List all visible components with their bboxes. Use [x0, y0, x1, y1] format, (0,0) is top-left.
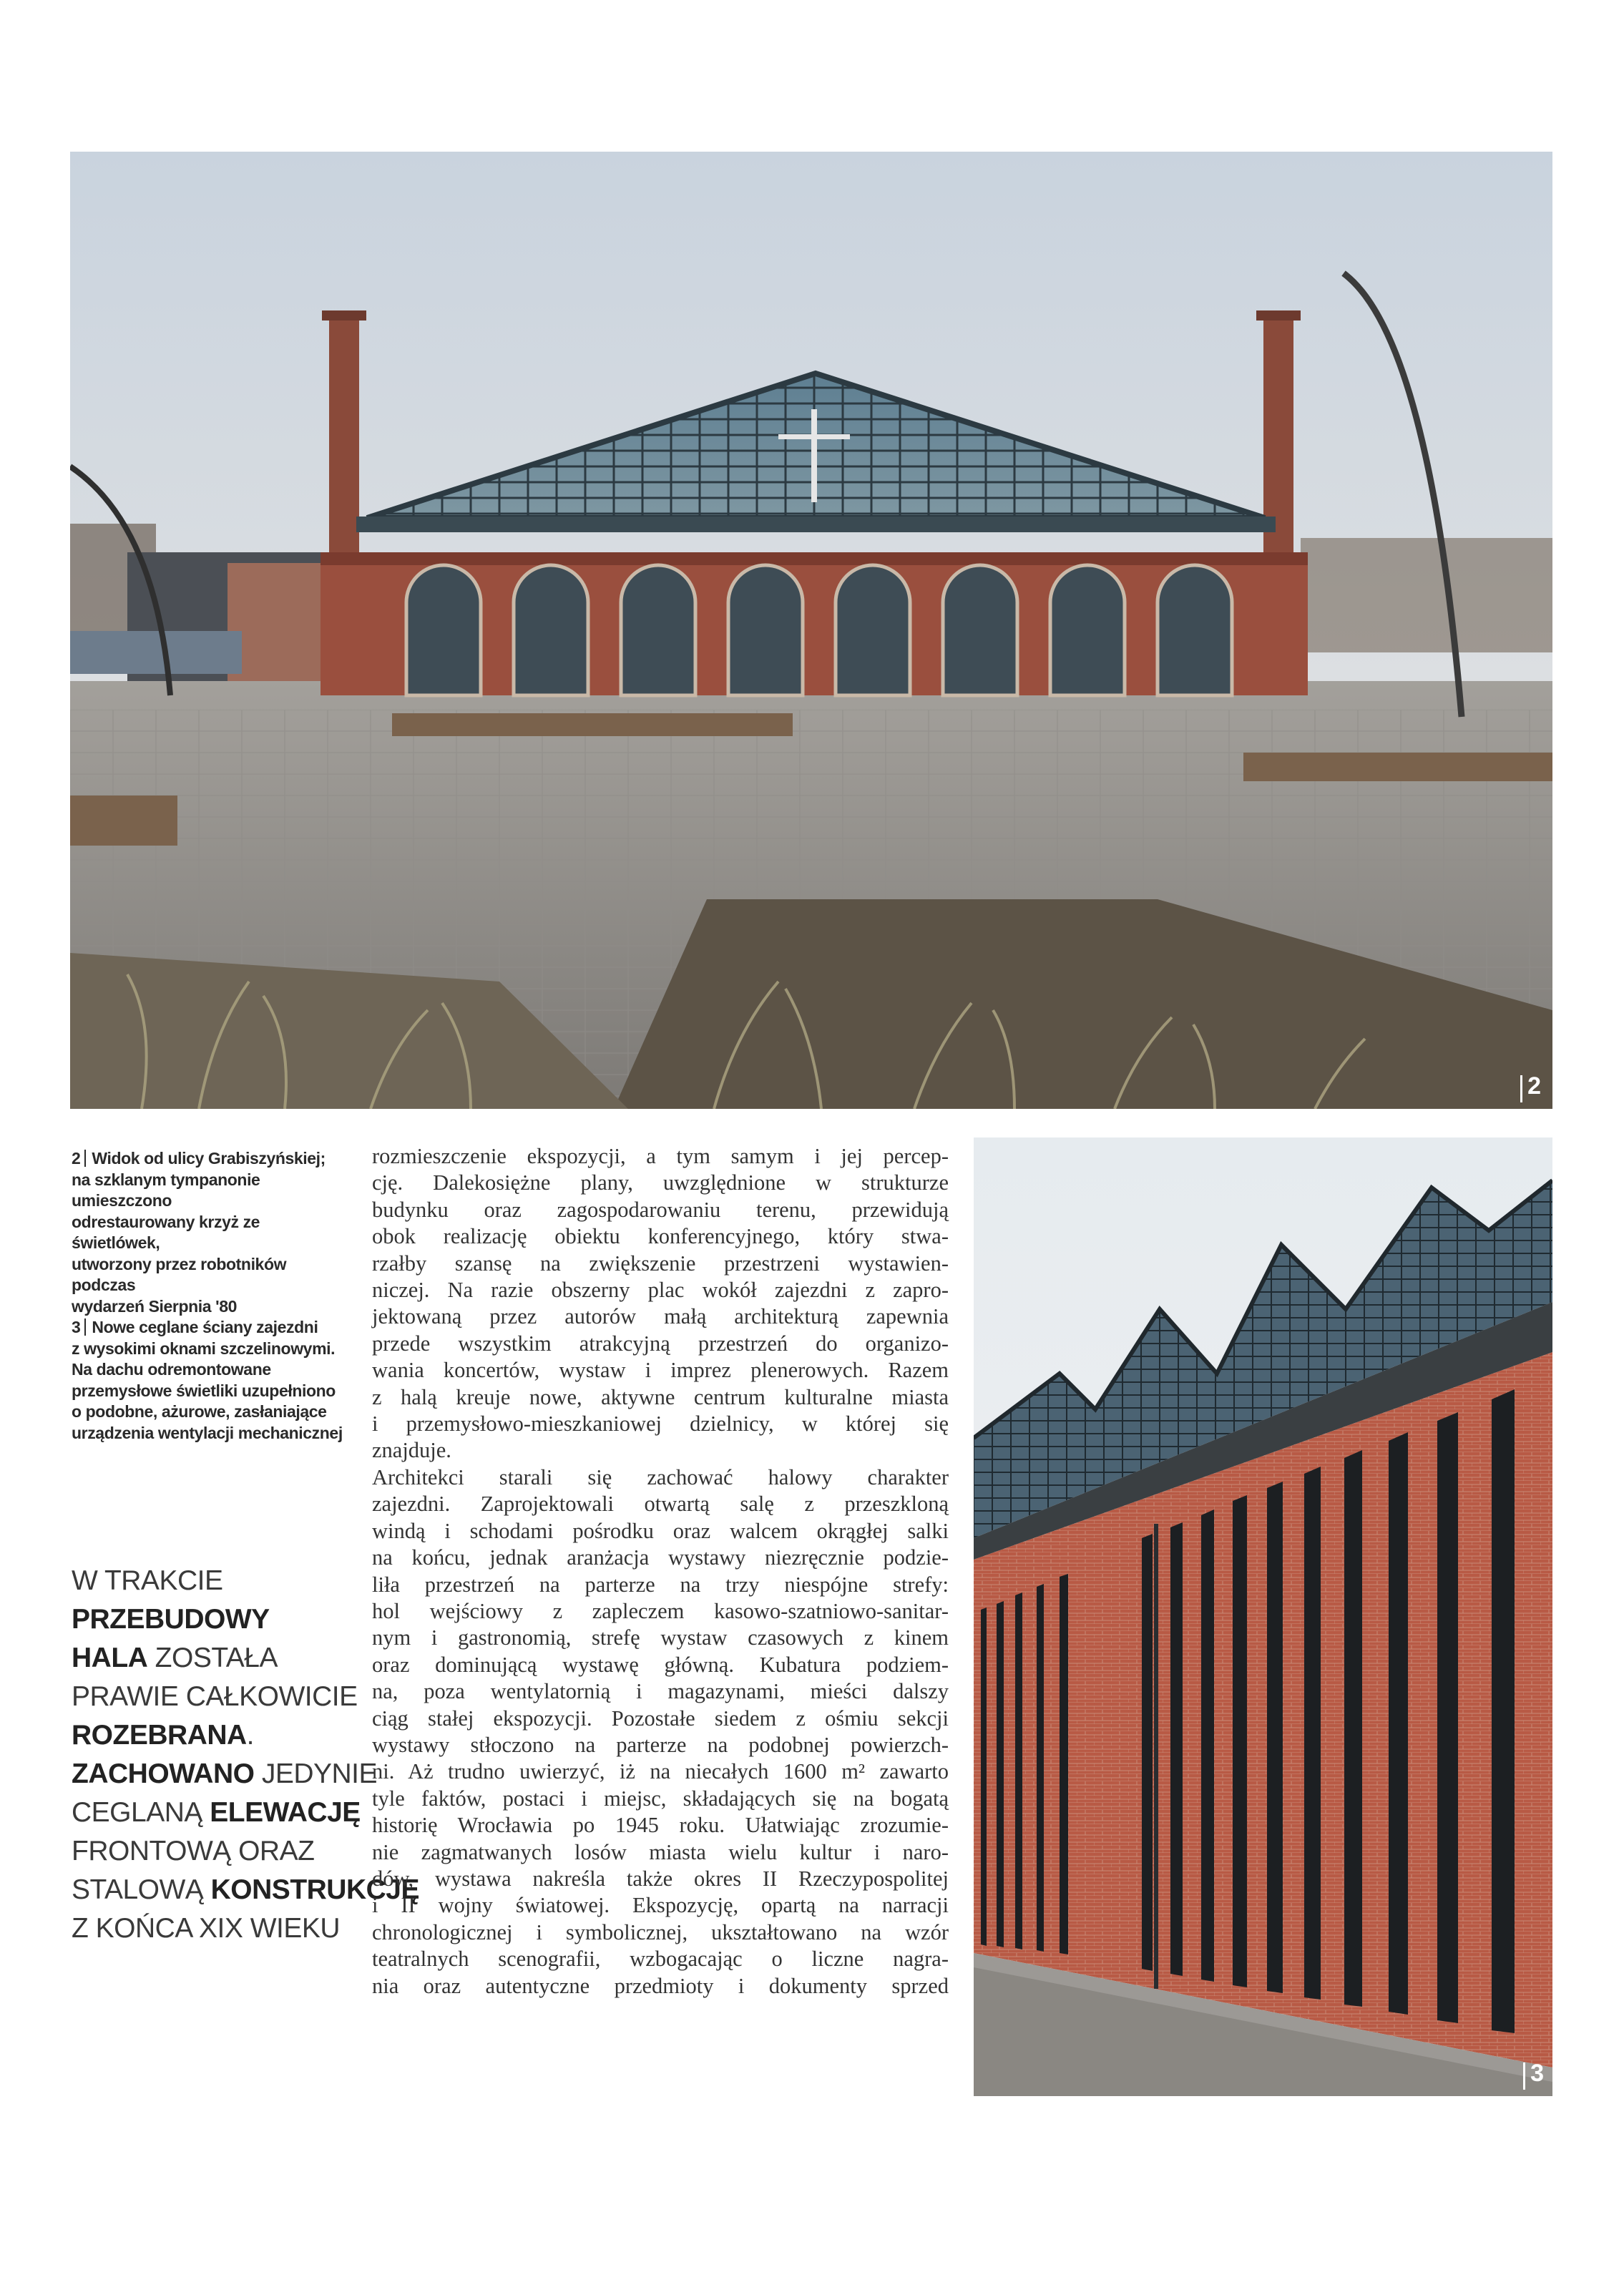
- body-line: i przemysłowo-mieszkaniowej dzielnicy, w której się: [372, 1411, 949, 1437]
- figure-number-2: 2: [1527, 1072, 1541, 1100]
- depot-facade-illustration: [70, 152, 1552, 1109]
- pull-quote: [72, 1562, 420, 1948]
- caption-fig3-line: o podobne, ażurowe, zasłaniające: [72, 1402, 327, 1421]
- pull-quote-line: [72, 1716, 358, 1755]
- photo-depot-facade: [70, 152, 1552, 1109]
- body-line: na końcu, jednak aranżacja wystawy niezręcznie podzie-: [372, 1545, 949, 1570]
- body-line: wystawy stłoczono na parterze na podobnej powierzch-: [372, 1732, 949, 1757]
- body-line: obok realizację obiektu konferencyjnego, który stwa-: [372, 1224, 949, 1249]
- pull-quote-text: W TRAKCIE: [72, 1565, 223, 1596]
- body-line: cję. Dalekosiężne plany, uwzględnione w strukturze: [372, 1170, 949, 1195]
- caption-fig3-text: [72, 1318, 343, 1442]
- pull-quote-text: PRAWIE CAŁKOWICIE: [72, 1681, 358, 1712]
- pull-quote-emphasis: ELEWACJĘ: [210, 1797, 361, 1828]
- pull-quote-line: [72, 1562, 358, 1600]
- caption-fig2-line: na szklanym tympanonie umieszczono: [72, 1170, 260, 1210]
- body-line: rozmieszczenie ekspozycji, a tym samym i jej percep-: [372, 1144, 949, 1168]
- caption-fig2-number: 2: [72, 1149, 81, 1168]
- body-line: chronologicznej i symbolicznej, ukształtowano na wzór: [372, 1919, 949, 1944]
- body-line: ni. Aż trudno uwierzyć, iż na niecałych 1600 m² zawarto: [372, 1759, 949, 1784]
- body-line: znajduje.: [372, 1438, 451, 1463]
- body-line: windą i schodami pośrodku oraz walcem okrągłej salki: [372, 1518, 949, 1543]
- body-line: Architekci starali się zachować halowy charakter: [372, 1464, 949, 1489]
- pull-quote-line: [72, 1755, 378, 1794]
- body-line: jektowaną przez autorów małą architekturą zapewnia: [372, 1304, 949, 1329]
- body-line: przede wszystkim atrakcyjną przestrzeń do organizo-: [372, 1331, 949, 1356]
- caption-fig3-number: 3: [72, 1318, 81, 1336]
- caption-fig2-line: wydarzeń Sierpnia '80: [72, 1296, 238, 1316]
- body-line: oraz dominującą wystawę główną. Kubatura podziem-: [372, 1652, 949, 1677]
- caption-fig3: [72, 1317, 351, 1444]
- body-line: nie zagmatwanych losów miasta wielu kultur i naro-: [372, 1839, 949, 1864]
- caption-fig2: [72, 1148, 351, 1317]
- pull-quote-text: JEDYNIE: [254, 1758, 378, 1789]
- pull-quote-emphasis: ZACHOWANO: [72, 1758, 255, 1789]
- pull-quote-text: CEGLANĄ: [72, 1797, 210, 1828]
- pull-quote-line: [72, 1909, 358, 1948]
- caption-fig3-line: urządzenia wentylacji mechanicznej: [72, 1423, 343, 1442]
- body-line: nym i gastronomią, strefę wystaw czasowych z kinem: [372, 1625, 949, 1650]
- pull-quote-emphasis: KONSTRUKCJĘ: [210, 1874, 420, 1905]
- body-line: i II wojny światowej. Ekspozycję, opartą na narracji: [372, 1893, 949, 1918]
- body-line: na, poza wentylatornią i magazynami, mieści dalszy: [372, 1679, 949, 1704]
- pull-quote-text: FRONTOWĄ ORAZ: [72, 1836, 315, 1866]
- caption-fig3-line: Nowe ceglane ściany zajezdni: [92, 1318, 318, 1336]
- pull-quote-line: [72, 1871, 420, 1909]
- figure-number-3: 3: [1530, 2060, 1544, 2087]
- caption-fig2-line: Widok od ulicy Grabiszyńskiej;: [92, 1149, 326, 1168]
- body-line: teatralnych scenografii, wzbogacając o liczne nagra-: [372, 1947, 949, 1972]
- pull-quote-emphasis: ROZEBRANA: [72, 1720, 247, 1751]
- pull-quote-line: [72, 1794, 361, 1832]
- caption-fig2-line: odrestaurowany krzyż ze świetlówek,: [72, 1212, 260, 1252]
- figure-captions: [72, 1148, 351, 1444]
- caption-fig3-line: Na dachu odremontowane: [72, 1360, 271, 1379]
- body-line: zajezdni. Zaprojektowali otwartą salę z przeszkloną: [372, 1492, 949, 1517]
- body-line: historię Wrocławia po 1945 roku. Ułatwiając zrozumie-: [372, 1813, 949, 1838]
- pull-quote-text: .: [246, 1720, 255, 1751]
- article-body: [372, 1143, 949, 2000]
- body-line: wania koncertów, wystaw i imprez plenerowych. Razem: [372, 1358, 949, 1383]
- body-line: z halą kreuje nowe, aktywne centrum kulturalne miasta: [372, 1384, 949, 1409]
- caption-fig2-text: [72, 1149, 326, 1316]
- caption-fig3-line: z wysokimi oknami szczelinowymi.: [72, 1339, 336, 1358]
- body-line: budynku oraz zagospodarowaniu terenu, przewidują: [372, 1197, 949, 1222]
- pull-quote-line: [72, 1678, 358, 1716]
- body-line: rzałby szansę na zwiększenie przestrzeni wystawien-: [372, 1251, 949, 1276]
- body-line: niczej. Na razie obszerny plac wokół zajezdni z zapro-: [372, 1278, 949, 1303]
- caption-fig3-line: przemysłowe świetliki uzupełniono: [72, 1381, 336, 1400]
- body-line: liła przestrzeń na parterze na trzy niespójne strefy:: [372, 1572, 949, 1597]
- body-line: hol wejściowy z zapleczem kasowo-szatniowo-sanitar-: [372, 1598, 949, 1623]
- body-line: ciąg stałej ekspozycji. Pozostałe siedem z ośmiu sekcji: [372, 1706, 949, 1731]
- pull-quote-text: ZOSTAŁA: [147, 1643, 278, 1673]
- brick-wall-illustration: [974, 1137, 1552, 2096]
- pull-quote-emphasis: PRZEBUDOWY: [72, 1604, 270, 1635]
- body-line: dów, wystawa nakreśla także okres II Rzeczypospolitej: [372, 1866, 949, 1891]
- body-line: nia oraz autentyczne przedmioty i dokumenty sprzed: [372, 1973, 949, 1998]
- pull-quote-line: [72, 1600, 358, 1639]
- caption-fig2-line: utworzony przez robotników podczas: [72, 1254, 287, 1294]
- pull-quote-text: Z KOŃCA XIX WIEKU: [72, 1913, 341, 1944]
- photo-brick-wall: [974, 1137, 1552, 2096]
- pull-quote-emphasis: HALA: [72, 1643, 148, 1673]
- body-line: tyle faktów, postaci i miejsc, składających się na bogatą: [372, 1786, 949, 1811]
- pull-quote-text: STALOWĄ: [72, 1874, 211, 1905]
- pull-quote-line: [72, 1832, 358, 1871]
- pull-quote-line: [72, 1639, 358, 1678]
